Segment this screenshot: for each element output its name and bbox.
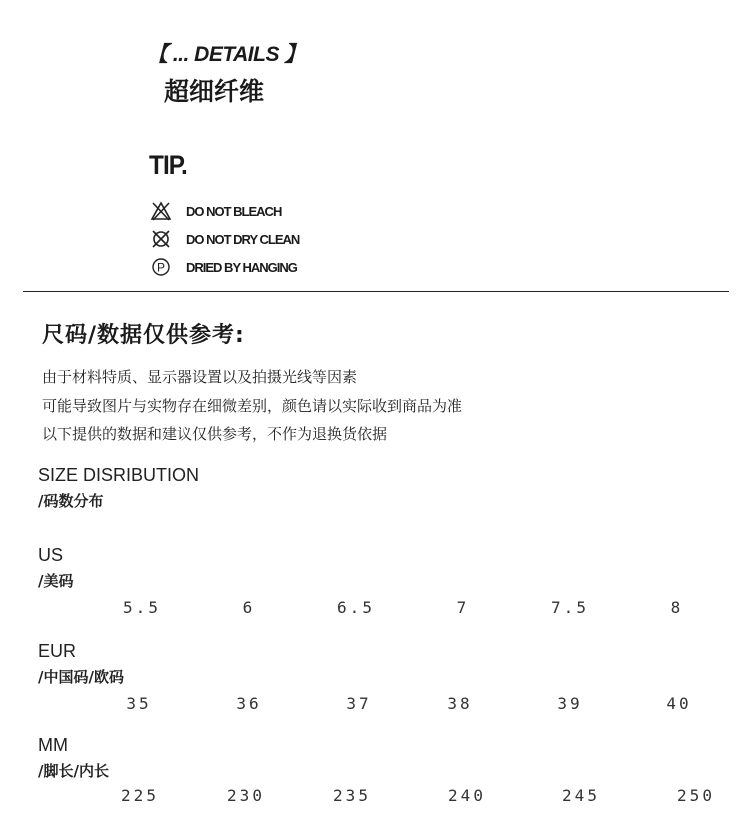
mm-size-label-cn: /脚长/内长 bbox=[38, 762, 109, 780]
mm-size-value: 240 bbox=[448, 786, 486, 805]
mm-size-value: 235 bbox=[333, 786, 371, 805]
care-item-no-bleach bbox=[150, 201, 281, 221]
care-item-no-dry-clean bbox=[150, 229, 299, 249]
eur-size-value: 38 bbox=[447, 694, 473, 713]
tip-heading: TIP. bbox=[149, 150, 187, 180]
care-item-dry-hanging bbox=[150, 257, 297, 277]
eur-size-label: EUR bbox=[38, 641, 77, 661]
size-distribution-label: SIZE DISRIBUTION bbox=[38, 465, 200, 485]
no-dry-clean-icon bbox=[150, 228, 172, 250]
care-label: DO NOT BLEACH bbox=[186, 203, 282, 219]
eur-size-value: 36 bbox=[236, 694, 262, 713]
us-size-value: 7.5 bbox=[551, 598, 589, 617]
section-divider bbox=[23, 291, 729, 292]
mm-size-value: 230 bbox=[227, 786, 265, 805]
reference-note: 以下提供的数据和建议仅供参考，不作为退换货依据 bbox=[42, 425, 388, 443]
mm-size-value: 245 bbox=[562, 786, 600, 805]
svg-text:P: P bbox=[156, 260, 166, 275]
eur-size-value: 35 bbox=[126, 694, 152, 713]
dry-hanging-icon bbox=[150, 256, 172, 278]
no-bleach-icon bbox=[150, 200, 172, 222]
mm-size-value: 250 bbox=[677, 786, 715, 805]
details-heading: 【 ... DETAILS 】 bbox=[147, 43, 305, 66]
care-label: DRIED BY HANGING bbox=[186, 259, 297, 275]
eur-size-value: 39 bbox=[557, 694, 583, 713]
us-size-value: 6.5 bbox=[337, 598, 375, 617]
mm-size-value: 225 bbox=[121, 786, 159, 805]
us-size-value: 8 bbox=[670, 598, 684, 617]
reference-note: 可能导致图片与实物存在细微差别，颜色请以实际收到商品为准 bbox=[42, 397, 463, 415]
eur-size-value: 37 bbox=[346, 694, 372, 713]
us-size-value: 6 bbox=[242, 598, 256, 617]
us-size-value: 5.5 bbox=[123, 598, 161, 617]
care-label: DO NOT DRY CLEAN bbox=[186, 231, 300, 247]
size-distribution-label-cn: /码数分布 bbox=[38, 492, 104, 510]
mm-size-label: MM bbox=[38, 735, 68, 755]
reference-note: 由于材料特质、显示器设置以及拍摄光线等因素 bbox=[42, 368, 358, 386]
us-size-label-cn: /美码 bbox=[38, 572, 74, 590]
eur-size-value: 40 bbox=[666, 694, 692, 713]
material-text: 超细纤维 bbox=[164, 77, 265, 106]
reference-title: 尺码/数据仅供参考: bbox=[42, 323, 245, 348]
us-size-label: US bbox=[38, 545, 64, 565]
eur-size-label-cn: /中国码/欧码 bbox=[38, 668, 124, 686]
us-size-value: 7 bbox=[456, 598, 470, 617]
